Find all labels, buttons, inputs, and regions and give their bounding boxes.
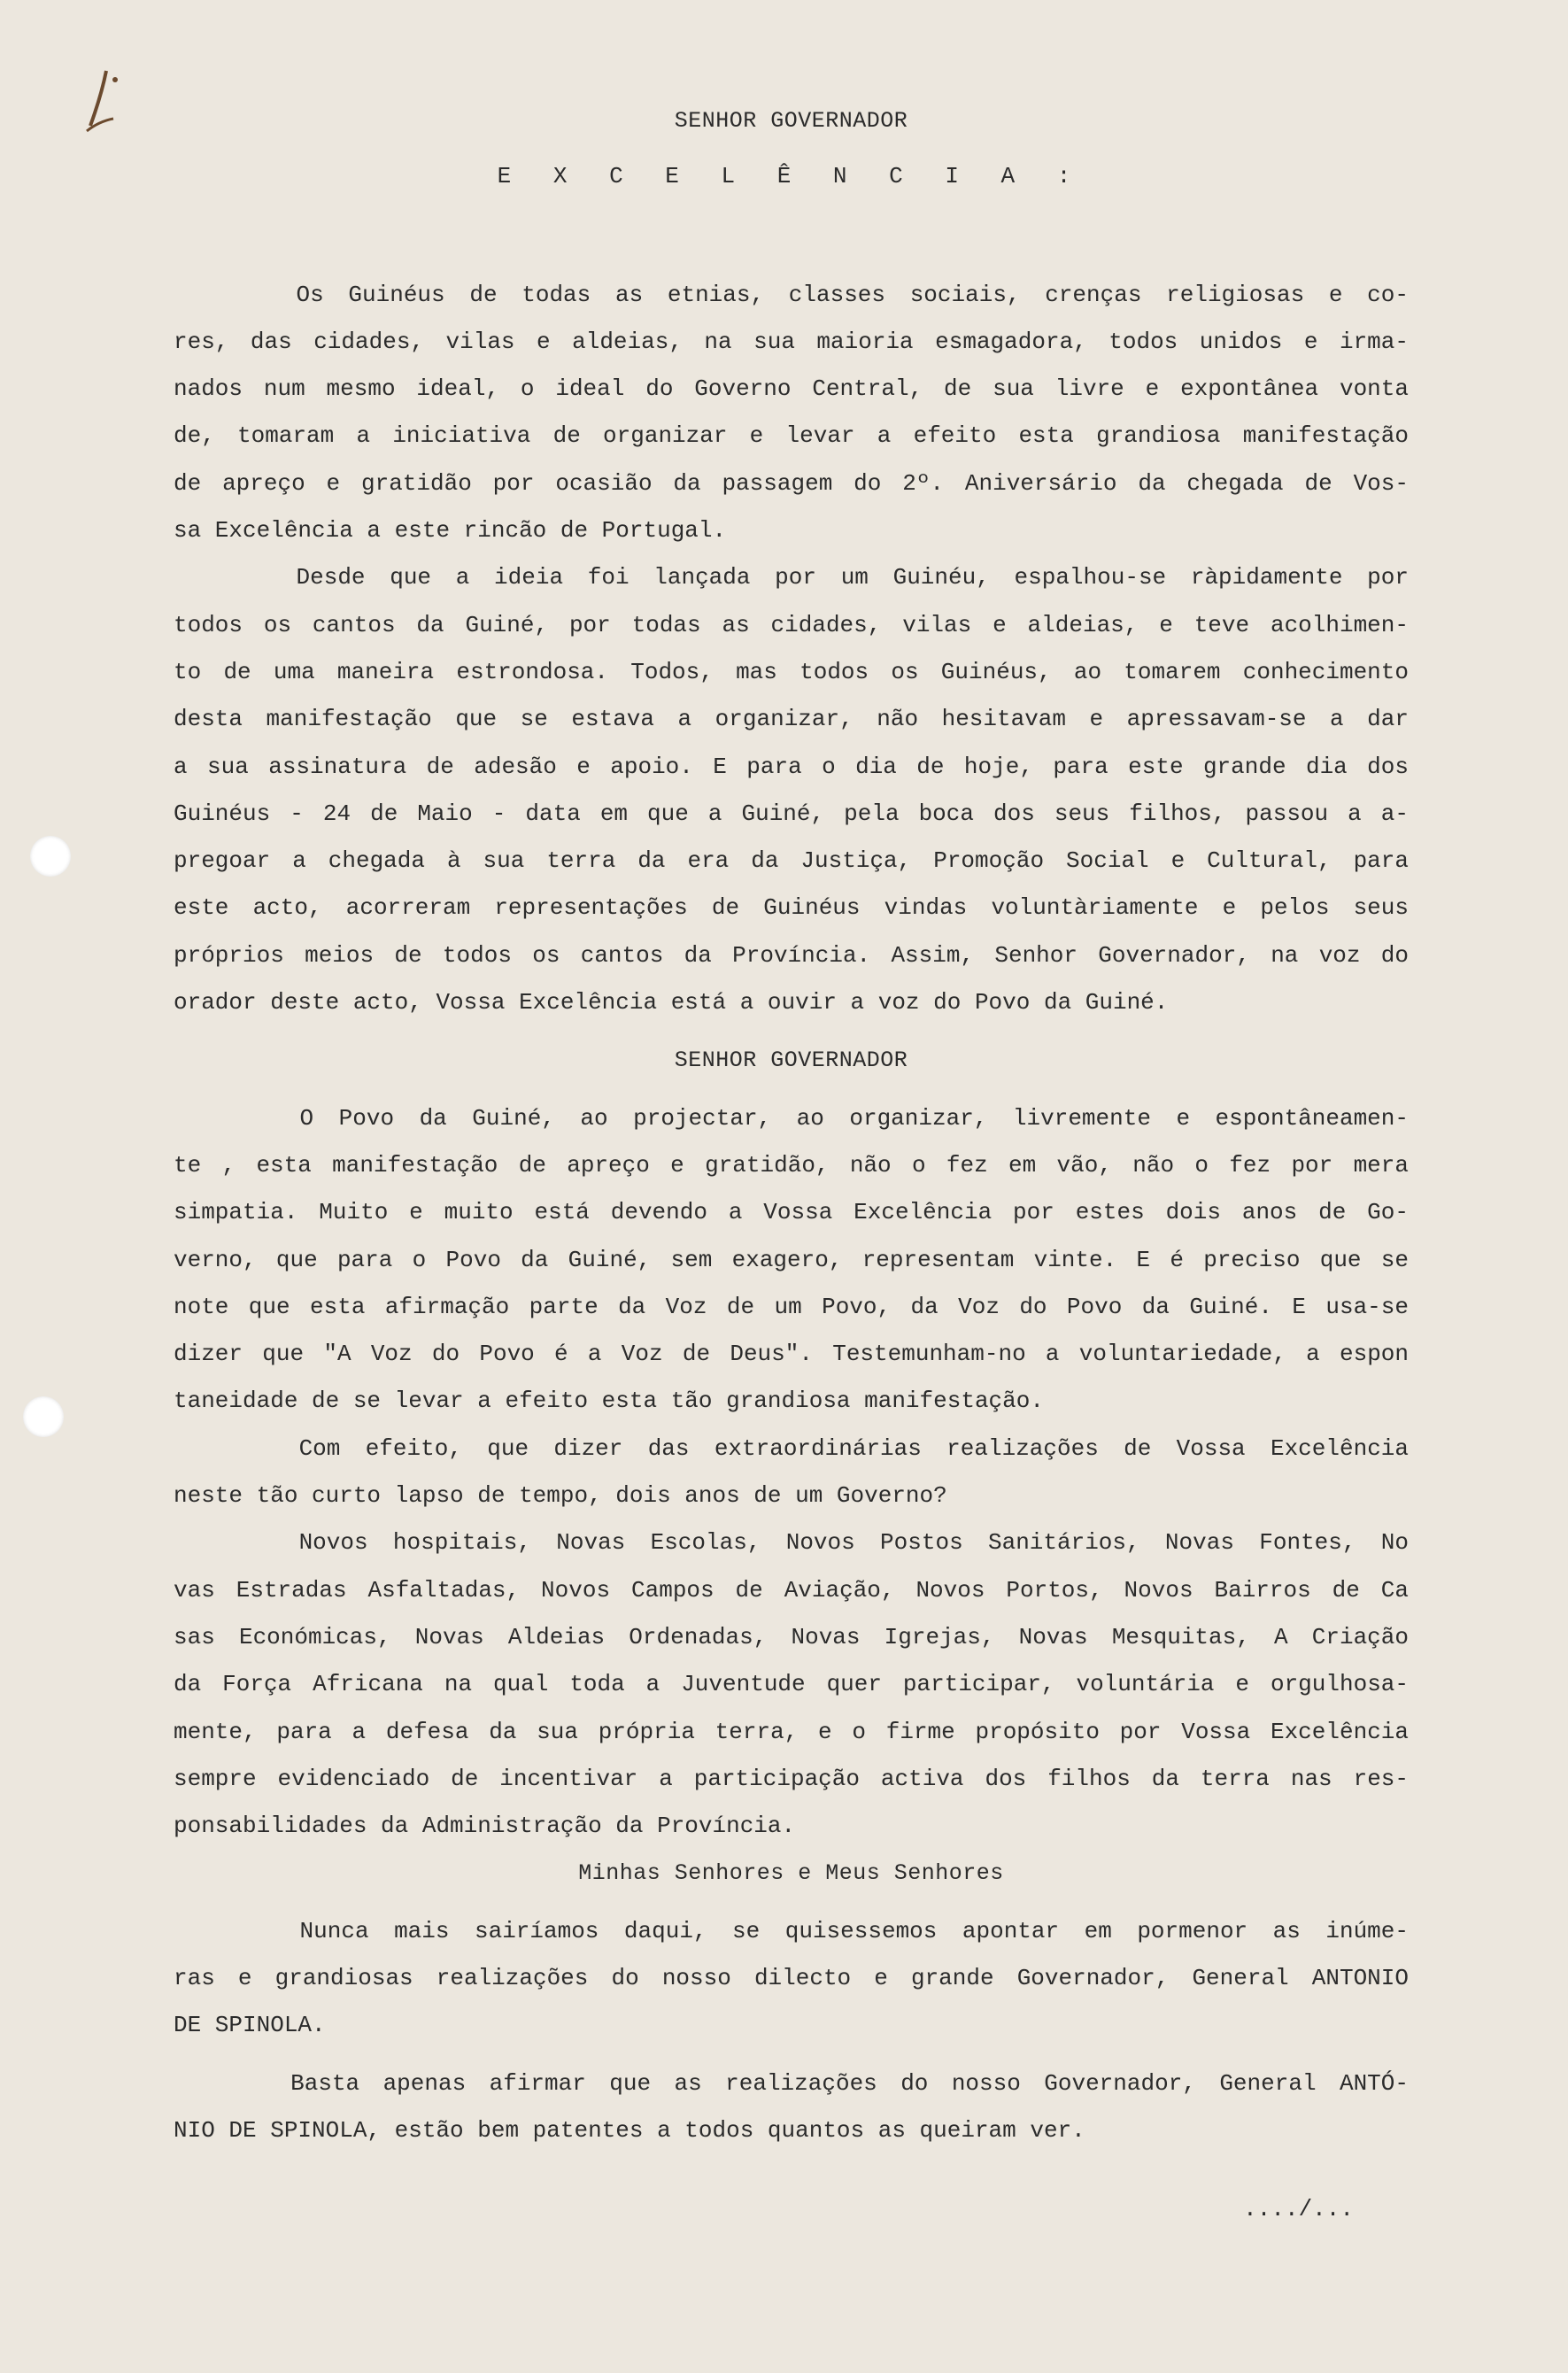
text-line: te , esta manifestação de apreço e gratidão, não o fez em vão, não o fez por mera: [174, 1151, 1409, 1179]
text-line: pregoar a chegada à sua terra da era da Justiça, Promoção Social e Cultural, para: [174, 847, 1409, 875]
text-line: NIO DE SPINOLA, estão bem patentes a todos quantos as queiram ver.: [174, 2116, 1085, 2144]
text-line: da Força Africana na qual toda a Juventude quer participar, voluntária e orgulhosa-: [174, 1671, 1409, 1698]
text-line: ponsabilidades da Administração da Província.: [174, 1813, 796, 1840]
text-line: este acto, acorreram representações de Guinéus vindas voluntàriamente e pelos seus: [174, 894, 1409, 922]
handwritten-mark-icon: [71, 62, 142, 142]
text-line: sempre evidenciado de incentivar a participação activa dos filhos da terra nas res-: [174, 1765, 1409, 1792]
text-line: O Povo da Guiné, ao projectar, ao organizar, livremente e espontâneamen-: [174, 1104, 1409, 1132]
text-line: Basta apenas afirmar que as realizações do nosso Governador, General ANTÓ-: [174, 2069, 1409, 2097]
text-line: vas Estradas Asfaltadas, Novos Campos de Aviação, Novos Portos, Novos Bairros de Ca: [174, 1576, 1409, 1604]
text-line: sas Económicas, Novas Aldeias Ordenadas, Novas Igrejas, Novas Mesquitas, A Criação: [174, 1623, 1409, 1650]
text-line: todos os cantos da Guiné, por todas as cidades, vilas e aldeias, e teve acolhimen-: [174, 611, 1409, 638]
text-line: note que esta afirmação parte da Voz de um Povo, da Voz do Povo da Guiné. E usa-se: [174, 1293, 1409, 1320]
heading-minhas-senhores: Minhas Senhores e Meus Senhores: [578, 1860, 1004, 1887]
text-line: to de uma maneira estrondosa. Todos, mas todos os Guinéus, ao tomarem conhecimento: [174, 658, 1409, 685]
text-line: verno, que para o Povo da Guiné, sem exagero, representam vinte. E é preciso que se: [174, 1246, 1409, 1273]
heading-excelencia: E X C E L Ê N C I A :: [497, 163, 1085, 190]
punch-hole-top: [30, 836, 71, 877]
text-line: dizer que "A Voz do Povo é a Voz de Deus". Testemunham-no a voluntariedade, a espon: [174, 1341, 1409, 1368]
paragraph-6: [174, 1908, 1409, 2050]
text-line: Os Guinéus de todas as etnias, classes sociais, crenças religiosas e co-: [174, 281, 1409, 308]
paragraph-7: [174, 2060, 1409, 2155]
text-line: nados num mesmo ideal, o ideal do Governo Central, de sua livre e expontânea vonta: [174, 375, 1409, 403]
text-line: Nunca mais sairíamos daqui, se quisessemos apontar em pormenor as inúme-: [174, 1917, 1409, 1944]
text-line: desta manifestação que se estava a organizar, não hesitavam e apressavam-se a dar: [174, 706, 1409, 733]
text-line: taneidade de se levar a efeito esta tão grandiosa manifestação.: [174, 1387, 1044, 1415]
text-line: Novos hospitais, Novas Escolas, Novos Postos Sanitários, Novas Fontes, No: [174, 1529, 1409, 1557]
paragraph-2: [174, 554, 1409, 1026]
heading-senhor-governador-2: SENHOR GOVERNADOR: [674, 1047, 908, 1074]
text-line: mente, para a defesa da sua própria terra, e o firme propósito por Vossa Excelência: [174, 1718, 1409, 1745]
letter-body: [174, 97, 1409, 2154]
text-line: DE SPINOLA.: [174, 2012, 326, 2039]
paragraph-4: [174, 1426, 1409, 1520]
text-line: a sua assinatura de adesão e apoio. E para o dia de hoje, para este grande dia dos: [174, 753, 1409, 780]
text-line: de, tomaram a iniciativa de organizar e levar a efeito esta grandiosa manifestação: [174, 422, 1409, 450]
punch-hole-bottom: [23, 1396, 64, 1437]
text-line: de apreço e gratidão por ocasião da passagem do 2º. Aniversário da chegada de Vos-: [174, 469, 1409, 497]
heading-senhor-governador: SENHOR GOVERNADOR: [674, 108, 908, 134]
text-line: próprios meios de todos os cantos da Província. Assim, Senhor Governador, na voz do: [174, 941, 1409, 969]
continuation-mark: ..../...: [1243, 2196, 1354, 2222]
text-line: simpatia. Muito e muito está devendo a Vossa Excelência por estes dois anos de Go-: [174, 1199, 1409, 1226]
text-line: neste tão curto lapso de tempo, dois anos de um Governo?: [174, 1482, 947, 1510]
paragraph-1: [174, 272, 1409, 555]
text-line: res, das cidades, vilas e aldeias, na sua maioria esmagadora, todos unidos e irma-: [174, 328, 1409, 355]
text-line: orador deste acto, Vossa Excelência está a ouvir a voz do Povo da Guiné.: [174, 989, 1169, 1016]
paragraph-3: [174, 1095, 1409, 1426]
text-line: sa Excelência a este rincão de Portugal.: [174, 517, 727, 545]
text-line: Desde que a ideia foi lançada por um Guinéu, espalhou-se ràpidamente por: [174, 564, 1409, 591]
text-line: Guinéus - 24 de Maio - data em que a Guiné, pela boca dos seus filhos, passou a a-: [174, 800, 1409, 827]
paragraph-5: [174, 1519, 1409, 1850]
text-line: Com efeito, que dizer das extraordinárias realizações de Vossa Excelência: [174, 1434, 1409, 1462]
text-line: ras e grandiosas realizações do nosso dilecto e grande Governador, General ANTONIO: [174, 1964, 1409, 1991]
